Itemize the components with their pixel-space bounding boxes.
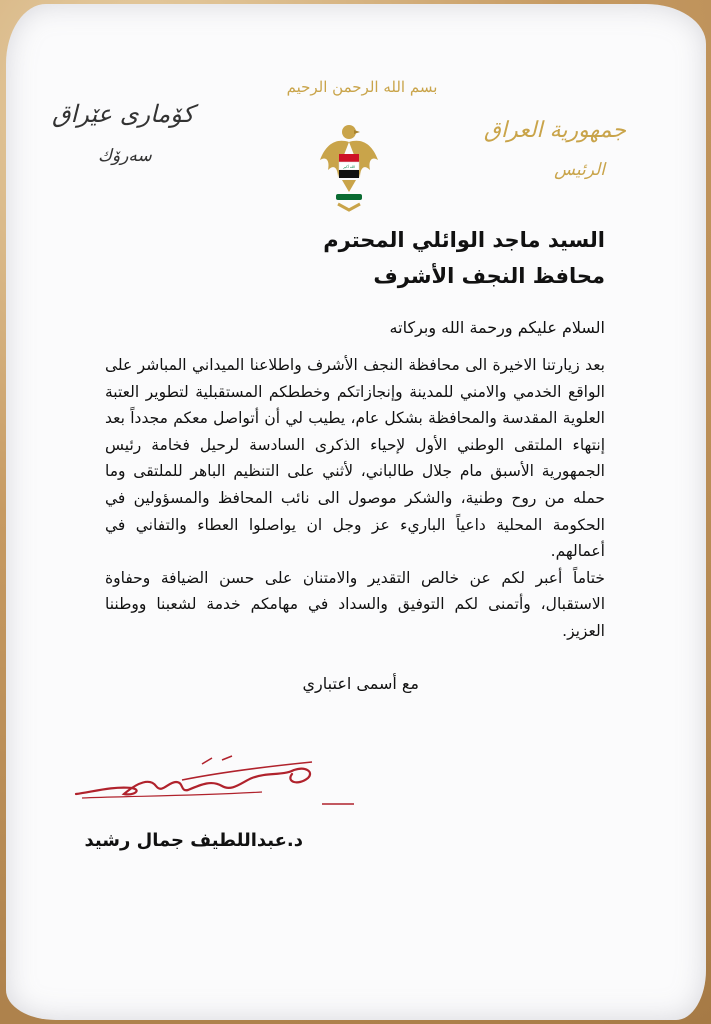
- basmala: بسم الله الرحمن الرحيم: [286, 78, 438, 96]
- iraq-eagle-emblem-icon: [318, 120, 380, 216]
- body-paragraph-1: بعد زيارتنا الاخيرة الى محافظة النجف الأشرف واطلاعنا الميداني المباشر على الواقع الخدمي والامني للمدينة وإنجازاتكم وخططكم المستقبلية لتطوير العتبة العلوية المقدسة والمحافظة بشكل عام، يطيب لي أن أتواصل معكم مجدداً بعد إنتهاء الملتقى الوطني الأول لإحياء الذكرى السادسة لرحيل فخامة رئيس الجمهورية الأسبق مام جلال طالباني، لأثني على التنظيم الباهر للملتقى وما حمله من روح وطنية، والشكر موصول الى نائب المحافظ والمسؤولين في الحكومة المحلية داعياً الباريء عز وجل ان يواصلوا العطاء والتفاني في أعمالهم.: [105, 356, 605, 561]
- body-paragraph-2: ختاماً أعبر لكم عن خالص التقدير والامتنان على حسن الضيافة وحفاوة الاستقبال، وأتمنى لكم التوفيق والسداد في مهامكم خدمة لشعبنا ووطننا العزيز.: [105, 568, 605, 640]
- header-president: الرئيس: [554, 160, 605, 180]
- emblem-text: الله أكبر: [343, 165, 355, 169]
- letter-body: [105, 352, 605, 645]
- header-republic-of-iraq: جمهورية العراق: [483, 118, 626, 143]
- addressee-block: [205, 222, 605, 294]
- signer-name: د.عبداللطيف جمال رشيد: [84, 830, 303, 851]
- closing-phrase: مع أسمى اعتباري: [302, 674, 419, 693]
- header-republic-kurdish: کۆماری عێراق: [52, 100, 195, 128]
- addressee-name: السيد ماجد الوائلي المحترم: [323, 228, 605, 252]
- greeting: السلام عليكم ورحمة الله وبركاته: [389, 318, 605, 337]
- handwritten-signature: [72, 752, 362, 822]
- header-president-kurdish: سەرۆك: [98, 146, 152, 166]
- addressee-title: محافظ النجف الأشرف: [373, 264, 605, 288]
